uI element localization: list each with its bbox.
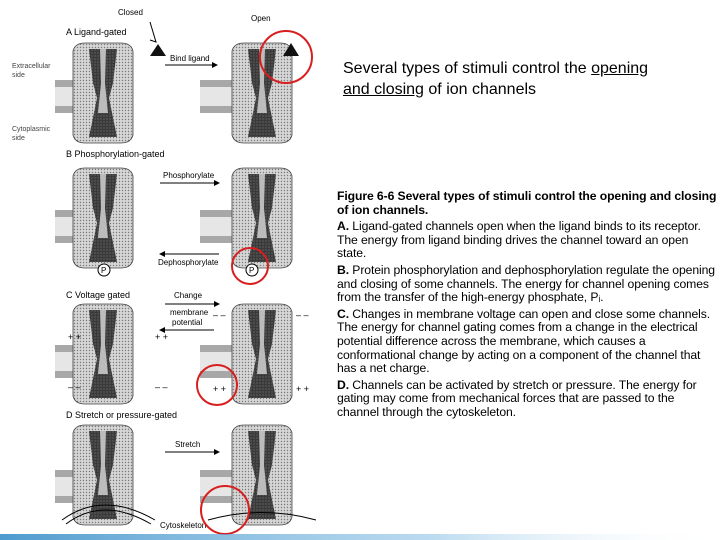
- caption-c-text: Changes in membrane voltage can open and close some channels. The energy for channel gating comes from a change in the electrical potential difference across the membrane, which causes a conformational change by acting on a component of the channel that has a net charge.: [337, 306, 711, 376]
- label-dephosphorylate: Dephosphorylate: [158, 258, 219, 267]
- label-cytoplasmic: Cytoplasmic: [12, 126, 51, 133]
- charge-open-tr: – –: [296, 310, 309, 320]
- panel-a: [55, 31, 312, 143]
- label-cytoskeleton: Cytoskeleton: [160, 521, 207, 530]
- phosphate-left: P: [101, 266, 107, 275]
- charge-tr: + +: [155, 332, 169, 342]
- label-membrane: membrane: [170, 308, 209, 317]
- figure-title: Several types of stimuli control the opening and closing of ion channels.: [337, 189, 717, 217]
- panel-b: [55, 168, 292, 284]
- title-part-2: of ion channels: [423, 81, 537, 98]
- charge-open-bl: + +: [213, 384, 227, 394]
- panel-d-label: D Stretch or pressure-gated: [66, 410, 178, 420]
- title-underline-opening: opening: [591, 60, 649, 77]
- label-cytoplasmic-side: side: [12, 135, 25, 142]
- caption-b: [337, 264, 717, 305]
- label-extracellular-side: side: [12, 72, 25, 79]
- slide-footer-accent: [0, 534, 720, 540]
- caption-c-label: C.: [337, 306, 349, 321]
- charge-br: – –: [155, 382, 168, 392]
- caption-a-text: Ligand-gated channels open when the ligand binds to its receptor. The energy from ligand binding drives the channel toward an open state.: [337, 219, 701, 261]
- panel-c: [55, 291, 309, 405]
- label-closed: Closed: [118, 8, 143, 17]
- panel-c-label: C Voltage gated: [66, 290, 131, 300]
- charge-open-br: + +: [296, 384, 310, 394]
- caption-a-label: A.: [337, 219, 349, 234]
- caption-d-label: D.: [337, 377, 349, 392]
- figure-number: Figure 6-6: [337, 189, 395, 203]
- label-extracellular: Extracellular: [12, 63, 51, 70]
- caption-d: [337, 379, 717, 420]
- charge-open-tl: – –: [213, 310, 226, 320]
- panel-b-label: B Phosphorylation-gated: [66, 149, 165, 159]
- panel-a-label: A Ligand-gated: [66, 27, 127, 37]
- figure-caption: [337, 190, 717, 423]
- charge-bl: – –: [68, 382, 81, 392]
- caption-heading: [337, 190, 717, 217]
- label-stretch: Stretch: [175, 440, 201, 449]
- panel-d: [55, 425, 316, 534]
- title-underline-closing: and closing: [343, 81, 424, 98]
- charge-tl: + +: [68, 332, 82, 342]
- phosphate-right: P: [249, 266, 255, 275]
- caption-b-text: Protein phosphorylation and dephosphorylation regulate the opening and closing of some channels. The energy for channel opening comes from the transfer of the high-energy phosphate, Pᵢ.: [337, 262, 715, 305]
- caption-c: [337, 308, 717, 376]
- ion-channel-figure: [0, 0, 325, 540]
- caption-a: [337, 220, 717, 261]
- slide-title: [343, 58, 713, 100]
- caption-d-text: Channels can be activated by stretch or pressure. The energy for gating may come from mechanical forces that are passed to the channel through the cytoskeleton.: [337, 377, 697, 419]
- label-change: Change: [174, 291, 203, 300]
- label-bind-ligand: Bind ligand: [170, 54, 210, 63]
- caption-b-label: B.: [337, 262, 349, 277]
- label-phosphorylate: Phosphorylate: [163, 171, 215, 180]
- label-open: Open: [251, 14, 271, 23]
- title-part-1: Several types of stimuli control the: [343, 60, 592, 77]
- label-potential: potential: [172, 318, 203, 327]
